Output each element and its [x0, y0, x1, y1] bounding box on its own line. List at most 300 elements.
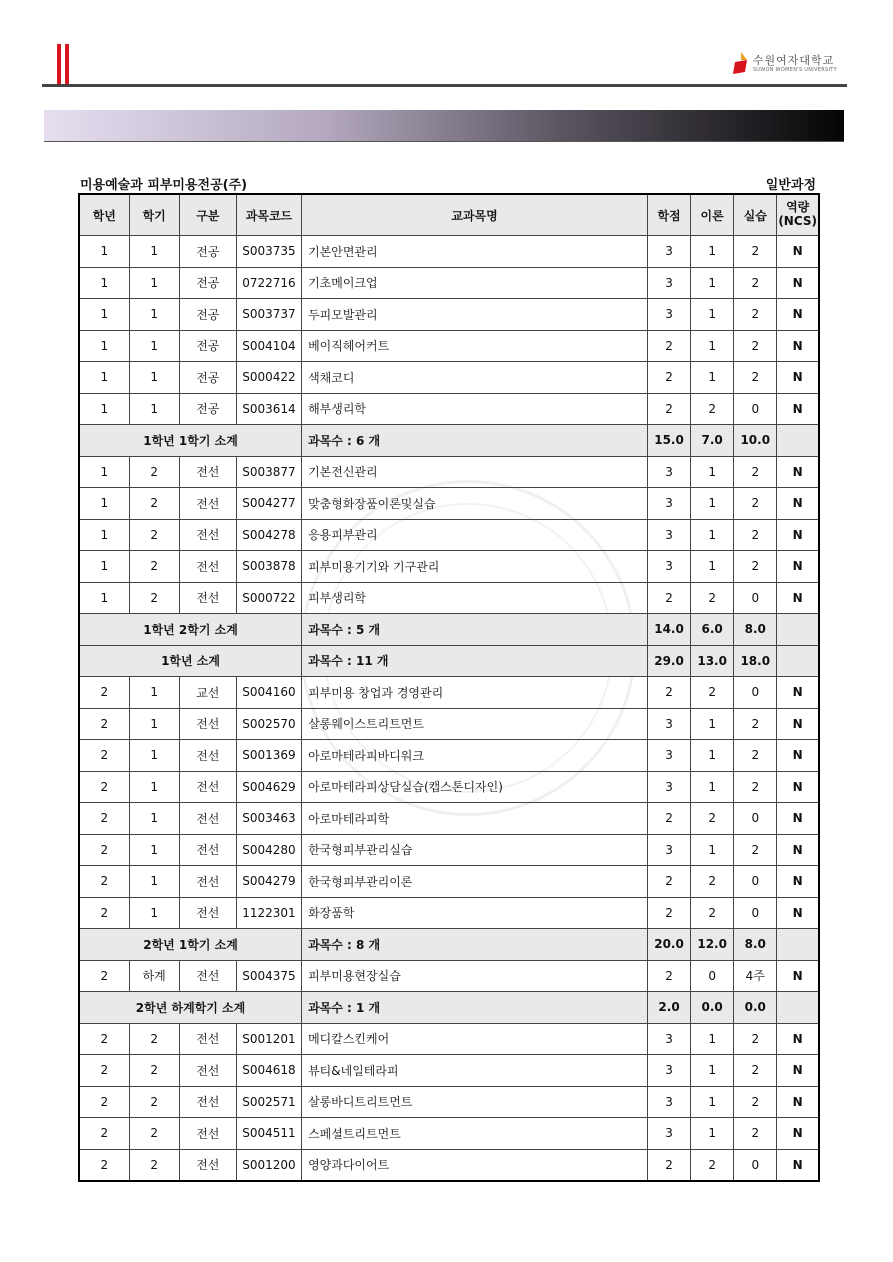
- cell-course-name: 기초메이크업: [302, 267, 648, 299]
- cell-course-name: 아로마테라피학: [302, 803, 648, 835]
- cell-semester: 2: [129, 1086, 179, 1118]
- cell-course-name: 해부생리학: [302, 393, 648, 425]
- cell-code: S002571: [236, 1086, 301, 1118]
- subtotal-row: [79, 645, 819, 677]
- cell-category: 전공: [179, 362, 236, 394]
- cell-credit: 3: [647, 299, 690, 331]
- cell-code: S004104: [236, 330, 301, 362]
- cell-ncs: N: [777, 960, 819, 992]
- cell-code: S003735: [236, 236, 301, 268]
- cell-ncs: N: [777, 330, 819, 362]
- subtotal-empty-cell: [777, 614, 819, 646]
- cell-category: 전공: [179, 236, 236, 268]
- cell-course-name: 스페셜트리트먼트: [302, 1118, 648, 1150]
- cell-year: 1: [79, 582, 129, 614]
- subtotal-course-count: 과목수 : 8 개: [302, 929, 648, 961]
- cell-year: 1: [79, 362, 129, 394]
- cell-theory: 1: [691, 1055, 734, 1087]
- course-row: [79, 834, 819, 866]
- course-row: [79, 1149, 819, 1181]
- cell-code: S000422: [236, 362, 301, 394]
- cell-year: 1: [79, 456, 129, 488]
- cell-credit: 3: [647, 519, 690, 551]
- cell-category: 교선: [179, 677, 236, 709]
- subtotal-label: 1학년 1학기 소계: [79, 425, 302, 457]
- course-row: [79, 330, 819, 362]
- header-semester: 학기: [129, 194, 179, 236]
- cell-theory: 1: [691, 1086, 734, 1118]
- cell-year: 2: [79, 866, 129, 898]
- banner-underline: [44, 141, 844, 142]
- cell-category: 전선: [179, 1023, 236, 1055]
- subtotal-credit: 2.0: [647, 992, 690, 1024]
- cell-semester: 1: [129, 362, 179, 394]
- cell-ncs: N: [777, 803, 819, 835]
- cell-practice: 0: [734, 897, 777, 929]
- cell-category: 전공: [179, 267, 236, 299]
- cell-year: 2: [79, 1023, 129, 1055]
- cell-credit: 2: [647, 582, 690, 614]
- cell-theory: 2: [691, 897, 734, 929]
- cell-category: 전선: [179, 1055, 236, 1087]
- cell-year: 1: [79, 551, 129, 583]
- cell-theory: 2: [691, 866, 734, 898]
- cell-ncs: N: [777, 897, 819, 929]
- cell-semester: 2: [129, 582, 179, 614]
- course-row: [79, 897, 819, 929]
- cell-ncs: N: [777, 551, 819, 583]
- cell-course-name: 한국형피부관리이론: [302, 866, 648, 898]
- cell-theory: 1: [691, 362, 734, 394]
- course-row: [79, 771, 819, 803]
- subtotal-theory: 7.0: [691, 425, 734, 457]
- subtotal-credit: 15.0: [647, 425, 690, 457]
- cell-category: 전공: [179, 299, 236, 331]
- cell-credit: 3: [647, 456, 690, 488]
- cell-category: 전선: [179, 1149, 236, 1181]
- cell-semester: 하계: [129, 960, 179, 992]
- cell-credit: 2: [647, 393, 690, 425]
- cell-category: 전선: [179, 897, 236, 929]
- cell-semester: 2: [129, 1023, 179, 1055]
- cell-code: S003614: [236, 393, 301, 425]
- cell-year: 2: [79, 1086, 129, 1118]
- cell-semester: 1: [129, 393, 179, 425]
- cell-practice: 4주: [734, 960, 777, 992]
- cell-practice: 2: [734, 267, 777, 299]
- cell-code: S003463: [236, 803, 301, 835]
- cell-code: S004280: [236, 834, 301, 866]
- cell-ncs: N: [777, 708, 819, 740]
- cell-credit: 2: [647, 1149, 690, 1181]
- course-row: [79, 1023, 819, 1055]
- cell-theory: 2: [691, 582, 734, 614]
- cell-ncs: N: [777, 456, 819, 488]
- cell-code: S004160: [236, 677, 301, 709]
- subtotal-theory: 6.0: [691, 614, 734, 646]
- cell-credit: 3: [647, 1023, 690, 1055]
- cell-practice: 2: [734, 1086, 777, 1118]
- cell-credit: 3: [647, 740, 690, 772]
- cell-theory: 1: [691, 456, 734, 488]
- curriculum-table: [78, 193, 820, 1182]
- header-ncs: 역량 (NCS): [777, 194, 819, 236]
- cell-course-name: 두피모발관리: [302, 299, 648, 331]
- cell-category: 전선: [179, 488, 236, 520]
- cell-ncs: N: [777, 1149, 819, 1181]
- cell-year: 1: [79, 236, 129, 268]
- subtotal-row: [79, 425, 819, 457]
- cell-course-name: 아로마테라피상담실습(캡스톤디자인): [302, 771, 648, 803]
- cell-practice: 2: [734, 1055, 777, 1087]
- cell-ncs: N: [777, 362, 819, 394]
- cell-theory: 1: [691, 330, 734, 362]
- cell-year: 2: [79, 897, 129, 929]
- cell-course-name: 영양과다이어트: [302, 1149, 648, 1181]
- header-category: 구분: [179, 194, 236, 236]
- cell-year: 2: [79, 1055, 129, 1087]
- cell-practice: 2: [734, 771, 777, 803]
- cell-course-name: 피부미용기기와 기구관리: [302, 551, 648, 583]
- header-practice: 실습: [734, 194, 777, 236]
- cell-code: S004629: [236, 771, 301, 803]
- course-row: [79, 866, 819, 898]
- cell-theory: 1: [691, 267, 734, 299]
- cell-semester: 1: [129, 771, 179, 803]
- cell-semester: 2: [129, 1118, 179, 1150]
- cell-credit: 3: [647, 267, 690, 299]
- cell-practice: 2: [734, 834, 777, 866]
- course-row: [79, 740, 819, 772]
- subtotal-label: 1학년 2학기 소계: [79, 614, 302, 646]
- cell-practice: 2: [734, 740, 777, 772]
- cell-semester: 1: [129, 897, 179, 929]
- cell-semester: 1: [129, 866, 179, 898]
- subtotal-credit: 20.0: [647, 929, 690, 961]
- cell-theory: 0: [691, 960, 734, 992]
- cell-semester: 1: [129, 740, 179, 772]
- cell-category: 전선: [179, 1118, 236, 1150]
- cell-ncs: N: [777, 299, 819, 331]
- cell-practice: 2: [734, 362, 777, 394]
- subtotal-course-count: 과목수 : 1 개: [302, 992, 648, 1024]
- subtotal-practice: 0.0: [734, 992, 777, 1024]
- subtotal-row: [79, 614, 819, 646]
- cell-credit: 2: [647, 362, 690, 394]
- cell-ncs: N: [777, 267, 819, 299]
- cell-practice: 2: [734, 1118, 777, 1150]
- cell-category: 전공: [179, 393, 236, 425]
- table-body: [79, 236, 819, 1182]
- cell-semester: 1: [129, 708, 179, 740]
- cell-year: 2: [79, 834, 129, 866]
- subtotal-label: 2학년 1학기 소계: [79, 929, 302, 961]
- cell-practice: 2: [734, 236, 777, 268]
- cell-theory: 2: [691, 393, 734, 425]
- cell-code: S001200: [236, 1149, 301, 1181]
- cell-category: 전선: [179, 1086, 236, 1118]
- cell-code: 0722716: [236, 267, 301, 299]
- cell-ncs: N: [777, 519, 819, 551]
- cell-year: 2: [79, 1118, 129, 1150]
- cell-credit: 3: [647, 236, 690, 268]
- cell-semester: 2: [129, 456, 179, 488]
- cell-category: 전선: [179, 803, 236, 835]
- subtotal-label: 2학년 하계학기 소계: [79, 992, 302, 1024]
- subtotal-credit: 29.0: [647, 645, 690, 677]
- cell-course-name: 살롱바디트리트먼트: [302, 1086, 648, 1118]
- cell-year: 1: [79, 519, 129, 551]
- cell-code: S004278: [236, 519, 301, 551]
- cell-category: 전선: [179, 456, 236, 488]
- cell-course-name: 살롱웨이스트리트먼트: [302, 708, 648, 740]
- cell-semester: 2: [129, 519, 179, 551]
- course-row: [79, 488, 819, 520]
- cell-semester: 1: [129, 236, 179, 268]
- subtotal-practice: 18.0: [734, 645, 777, 677]
- subtotal-course-count: 과목수 : 11 개: [302, 645, 648, 677]
- course-row: [79, 677, 819, 709]
- cell-code: S004618: [236, 1055, 301, 1087]
- cell-theory: 1: [691, 1023, 734, 1055]
- cell-course-name: 피부생리학: [302, 582, 648, 614]
- cell-semester: 1: [129, 299, 179, 331]
- cell-practice: 0: [734, 677, 777, 709]
- cell-category: 전공: [179, 330, 236, 362]
- cell-credit: 2: [647, 960, 690, 992]
- cell-ncs: N: [777, 1023, 819, 1055]
- subtotal-label: 1학년 소계: [79, 645, 302, 677]
- cell-credit: 3: [647, 834, 690, 866]
- cell-credit: 3: [647, 1055, 690, 1087]
- cell-ncs: N: [777, 740, 819, 772]
- cell-ncs: N: [777, 771, 819, 803]
- cell-code: S002570: [236, 708, 301, 740]
- subtotal-theory: 12.0: [691, 929, 734, 961]
- cell-ncs: N: [777, 1118, 819, 1150]
- cell-category: 전선: [179, 519, 236, 551]
- cell-practice: 2: [734, 708, 777, 740]
- cell-code: 1122301: [236, 897, 301, 929]
- course-row: [79, 362, 819, 394]
- cell-ncs: N: [777, 1055, 819, 1087]
- subtotal-practice: 8.0: [734, 614, 777, 646]
- cell-credit: 3: [647, 488, 690, 520]
- header-rule: [42, 84, 847, 87]
- cell-ncs: N: [777, 488, 819, 520]
- cell-code: S003878: [236, 551, 301, 583]
- cell-theory: 1: [691, 519, 734, 551]
- cell-ncs: N: [777, 866, 819, 898]
- subtotal-credit: 14.0: [647, 614, 690, 646]
- cell-semester: 2: [129, 551, 179, 583]
- cell-code: S004277: [236, 488, 301, 520]
- subtotal-theory: 13.0: [691, 645, 734, 677]
- cell-practice: 2: [734, 551, 777, 583]
- cell-semester: 1: [129, 330, 179, 362]
- cell-theory: 2: [691, 803, 734, 835]
- subtotal-course-count: 과목수 : 5 개: [302, 614, 648, 646]
- course-row: [79, 267, 819, 299]
- cell-theory: 1: [691, 708, 734, 740]
- header-theory: 이론: [691, 194, 734, 236]
- cell-category: 전선: [179, 771, 236, 803]
- subtotal-course-count: 과목수 : 6 개: [302, 425, 648, 457]
- subtotal-empty-cell: [777, 425, 819, 457]
- course-row: [79, 299, 819, 331]
- cell-semester: 2: [129, 488, 179, 520]
- cell-year: 1: [79, 299, 129, 331]
- course-row: [79, 519, 819, 551]
- cell-theory: 1: [691, 1118, 734, 1150]
- cell-year: 1: [79, 488, 129, 520]
- cell-semester: 1: [129, 834, 179, 866]
- subtotal-row: [79, 929, 819, 961]
- cell-year: 2: [79, 803, 129, 835]
- header-course-name: 교과목명: [302, 194, 648, 236]
- logo-korean-name: 수원여자대학교: [752, 54, 835, 67]
- cell-theory: 1: [691, 488, 734, 520]
- cell-course-name: 베이직헤어커트: [302, 330, 648, 362]
- subtotal-empty-cell: [777, 992, 819, 1024]
- cell-credit: 2: [647, 803, 690, 835]
- cell-practice: 0: [734, 1149, 777, 1181]
- subtotal-empty-cell: [777, 645, 819, 677]
- cell-credit: 3: [647, 551, 690, 583]
- course-type-label: 일반과정: [765, 178, 816, 193]
- cell-credit: 2: [647, 897, 690, 929]
- cell-category: 전선: [179, 551, 236, 583]
- cell-theory: 1: [691, 299, 734, 331]
- table-header-row: [79, 194, 819, 236]
- cell-semester: 1: [129, 677, 179, 709]
- cell-theory: 2: [691, 677, 734, 709]
- cell-ncs: N: [777, 236, 819, 268]
- cell-course-name: 맞춤형화장품이론및실습: [302, 488, 648, 520]
- course-row: [79, 708, 819, 740]
- cell-course-name: 기본전신관리: [302, 456, 648, 488]
- cell-ncs: N: [777, 834, 819, 866]
- cell-practice: 2: [734, 488, 777, 520]
- course-row: [79, 1086, 819, 1118]
- header-code: 과목코드: [236, 194, 301, 236]
- cell-year: 2: [79, 771, 129, 803]
- header-red-bars: [57, 44, 71, 84]
- cell-course-name: 화장품학: [302, 897, 648, 929]
- cell-semester: 2: [129, 1149, 179, 1181]
- cell-ncs: N: [777, 393, 819, 425]
- cell-theory: 1: [691, 834, 734, 866]
- cell-practice: 2: [734, 299, 777, 331]
- cell-ncs: N: [777, 582, 819, 614]
- course-row: [79, 236, 819, 268]
- cell-code: S004375: [236, 960, 301, 992]
- cell-practice: 2: [734, 519, 777, 551]
- subtotal-empty-cell: [777, 929, 819, 961]
- cell-credit: 2: [647, 330, 690, 362]
- cell-category: 전선: [179, 834, 236, 866]
- subtotal-row: [79, 992, 819, 1024]
- logo-english-name: SUWON WOMEN'S UNIVERSITY: [752, 67, 837, 73]
- cell-category: 전선: [179, 582, 236, 614]
- cell-course-name: 메디칼스킨케어: [302, 1023, 648, 1055]
- cell-ncs: N: [777, 1086, 819, 1118]
- cell-code: S001369: [236, 740, 301, 772]
- cell-category: 전선: [179, 740, 236, 772]
- cell-theory: 2: [691, 1149, 734, 1181]
- course-row: [79, 582, 819, 614]
- cell-category: 전선: [179, 866, 236, 898]
- header-year: 학년: [79, 194, 129, 236]
- cell-practice: 0: [734, 393, 777, 425]
- cell-course-name: 아로마테라피바디워크: [302, 740, 648, 772]
- cell-course-name: 뷰티&네일테라피: [302, 1055, 648, 1087]
- cell-ncs: N: [777, 677, 819, 709]
- cell-year: 2: [79, 1149, 129, 1181]
- cell-code: S001201: [236, 1023, 301, 1055]
- university-logo: [733, 52, 837, 76]
- cell-year: 1: [79, 393, 129, 425]
- cell-credit: 2: [647, 866, 690, 898]
- course-row: [79, 393, 819, 425]
- cell-practice: 2: [734, 456, 777, 488]
- cell-category: 전선: [179, 708, 236, 740]
- cell-year: 2: [79, 677, 129, 709]
- section-banner: [44, 110, 844, 141]
- cell-theory: 1: [691, 236, 734, 268]
- cell-course-name: 피부미용현장실습: [302, 960, 648, 992]
- cell-theory: 1: [691, 551, 734, 583]
- cell-credit: 3: [647, 771, 690, 803]
- subtotal-theory: 0.0: [691, 992, 734, 1024]
- cell-year: 2: [79, 708, 129, 740]
- cell-course-name: 색채코디: [302, 362, 648, 394]
- cell-credit: 3: [647, 1118, 690, 1150]
- cell-code: S003877: [236, 456, 301, 488]
- cell-course-name: 기본안면관리: [302, 236, 648, 268]
- cell-practice: 0: [734, 803, 777, 835]
- cell-semester: 2: [129, 1055, 179, 1087]
- header-credit: 학점: [647, 194, 690, 236]
- course-row: [79, 1055, 819, 1087]
- cell-year: 2: [79, 740, 129, 772]
- cell-credit: 2: [647, 677, 690, 709]
- cell-semester: 1: [129, 803, 179, 835]
- cell-practice: 0: [734, 866, 777, 898]
- course-row: [79, 551, 819, 583]
- cell-course-name: 응용피부관리: [302, 519, 648, 551]
- course-row: [79, 803, 819, 835]
- cell-theory: 1: [691, 771, 734, 803]
- cell-credit: 3: [647, 1086, 690, 1118]
- cell-code: S004511: [236, 1118, 301, 1150]
- cell-course-name: 한국형피부관리실습: [302, 834, 648, 866]
- cell-code: S003737: [236, 299, 301, 331]
- course-row: [79, 456, 819, 488]
- cell-course-name: 피부미용 창업과 경영관리: [302, 677, 648, 709]
- cell-year: 1: [79, 267, 129, 299]
- university-emblem-icon: [733, 52, 749, 76]
- cell-practice: 0: [734, 582, 777, 614]
- cell-code: S000722: [236, 582, 301, 614]
- cell-credit: 3: [647, 708, 690, 740]
- cell-year: 1: [79, 330, 129, 362]
- cell-code: S004279: [236, 866, 301, 898]
- course-row: [79, 960, 819, 992]
- cell-year: 2: [79, 960, 129, 992]
- cell-category: 전선: [179, 960, 236, 992]
- cell-practice: 2: [734, 330, 777, 362]
